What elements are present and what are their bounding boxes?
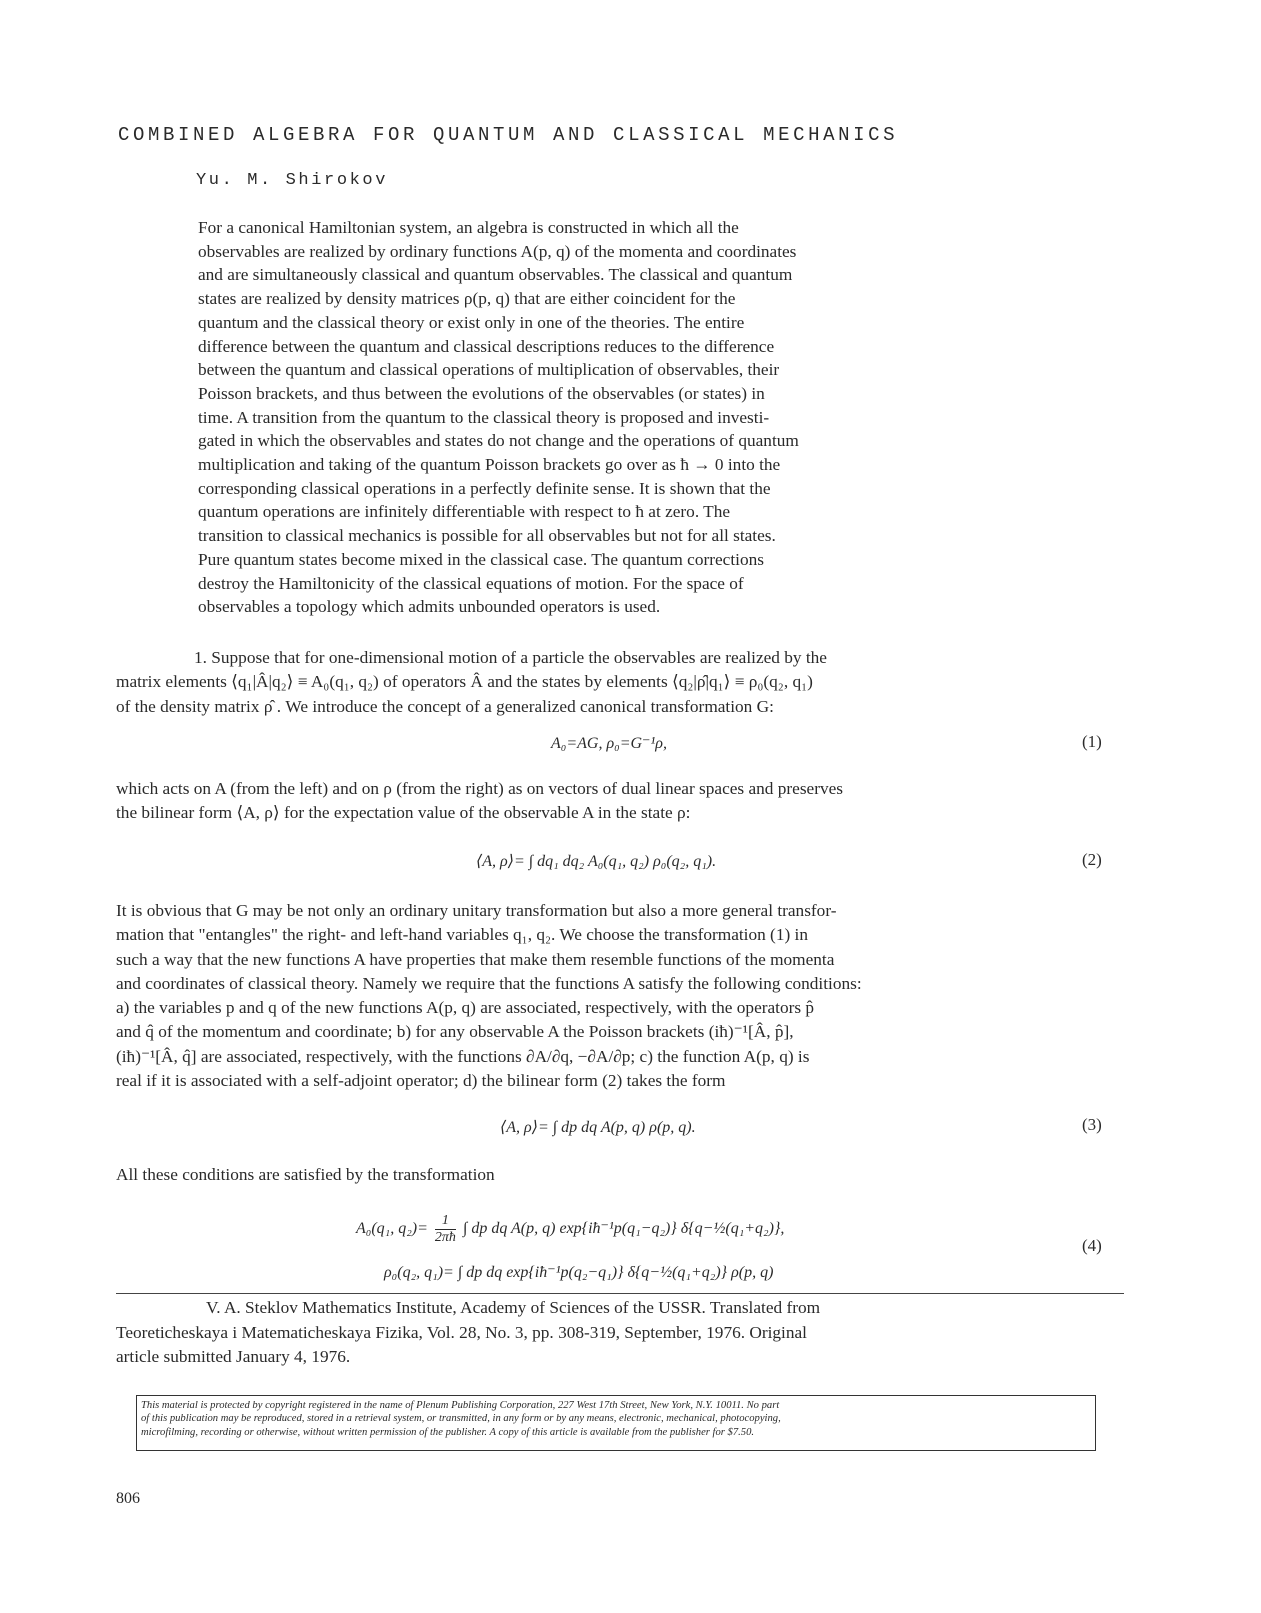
body-line: of the density matrix ρ̂ . We introduce the concept of a generalized canonical transformation G: (116, 696, 774, 716)
body-line: and coordinates of classical theory. Namely we require that the functions A satisfy the following conditions: (116, 973, 862, 993)
paragraph-1 (116, 646, 1136, 719)
body-line: It is obvious that G may be not only an ordinary unitary transformation but also a more general transfor- (116, 901, 837, 920)
abstract-line: corresponding classical operations in a perfectly definite sense. It is shown that the (198, 478, 771, 498)
abstract-line: gated in which the observables and states do not change and the operations of quantum (198, 431, 799, 451)
paragraph-4 (116, 1163, 1136, 1187)
body-line: real if it is associated with a self-adjoint operator; d) the bilinear form (2) takes the form (116, 1071, 726, 1091)
affiliation-line: V. A. Steklov Mathematics Institute, Academy of Sciences of the USSR. Translated from (206, 1298, 821, 1317)
body-line: the bilinear form ⟨A, ρ⟩ for the expectation value of the observable A in the state ρ: (116, 803, 691, 823)
equation-4-line-2: ρ₀(q₂, q₁)= ∫ dp dq exp{iħ⁻¹p(q₂−q₁)} δ{q−½(q₁+q₂)} ρ(p, q) (384, 1264, 774, 1281)
body-line: mation that "entangles" the right- and left-hand variables q₁, q₂. We choose the transformation (1) in (116, 925, 808, 945)
equation-3: ⟨A, ρ⟩= ∫ dp dq A(p, q) ρ(p, q). (500, 1119, 696, 1136)
body-line: All these conditions are satisfied by the transformation (116, 1165, 495, 1184)
abstract-line: Pure quantum states become mixed in the classical case. The quantum corrections (198, 549, 764, 569)
abstract-line: transition to classical mechanics is possible for all observables but not for all states. (198, 526, 776, 546)
equation-4-rhs: ∫ dp dq A(p, q) exp{iħ⁻¹p(q₁−q₂)} δ{q−½(q₁+q₂)}, (462, 1220, 785, 1238)
footnote-rule (116, 1293, 1124, 1294)
body-line: (iħ)⁻¹[Â, q̂] are associated, respectively, with the functions ∂A/∂q, −∂A/∂p; c) the function A(p, q) is (116, 1046, 810, 1066)
abstract-line: time. A transition from the quantum to the classical theory is proposed and investi- (198, 407, 770, 427)
equation-4-lhs: A₀(q₁, q₂)= (356, 1220, 428, 1238)
body-line: which acts on A (from the left) and on ρ (from the right) as on vectors of dual linear spaces and preserves (116, 779, 844, 798)
abstract (198, 216, 1018, 619)
abstract-line: between the quantum and classical operations of multiplication of observables, their (198, 360, 780, 380)
abstract-line: destroy the Hamiltonicity of the classical equations of motion. For the space of (198, 573, 744, 593)
body-line: such a way that the new functions A have properties that make them resemble functions of the momenta (116, 949, 835, 969)
paragraph-3 (116, 899, 1136, 1093)
equation-2-number: (2) (1082, 850, 1102, 869)
body-line: 1. Suppose that for one-dimensional motion of a particle the observables are realized by the (194, 648, 827, 667)
equation-1: A₀=AG, ρ₀=G⁻¹ρ, (551, 735, 667, 752)
affiliation-line: Teoreticheskaya i Matematicheskaya Fizika, Vol. 28, No. 3, pp. 308-319, September, 1976. Original (116, 1322, 807, 1342)
abstract-line: states are realized by density matrices ρ(p, q) that are either coincident for the (198, 289, 736, 309)
copyright-line: This material is protected by copyright registered in the name of Plenum Publishing Corporation, 227 West 17th Street, New York, N.Y. 10011. No part (141, 1400, 780, 1411)
abstract-line: multiplication and taking of the quantum Poisson brackets go over as ħ → 0 into the (198, 455, 781, 475)
abstract-line: observables a topology which admits unbounded operators is used. (198, 597, 661, 617)
equation-1-number: (1) (1082, 732, 1102, 751)
abstract-line: difference between the quantum and classical descriptions reduces to the difference (198, 336, 775, 356)
abstract-line: quantum operations are infinitely differentiable with respect to ħ at zero. The (198, 502, 731, 522)
equation-4-line-1 (356, 1213, 784, 1246)
equation-4-number: (4) (1082, 1236, 1102, 1255)
author-name: Yu. M. Shirokov (196, 171, 389, 190)
body-line: matrix elements ⟨q₁|Â|q₂⟩ ≡ A₀(q₁, q₂) of operators Â and the states by elements ⟨q₂|ρ̂|q₁⟩ ≡ ρ₀(q₂, q₁) (116, 672, 813, 692)
abstract-line: quantum and the classical theory or exist only in one of the theories. The entire (198, 312, 745, 332)
page-number: 806 (116, 1490, 140, 1507)
equation-4-fraction (435, 1213, 456, 1246)
affiliation-line: article submitted January 4, 1976. (116, 1347, 351, 1366)
abstract-line: and are simultaneously classical and quantum observables. The classical and quantum (198, 265, 793, 285)
abstract-line: For a canonical Hamiltonian system, an algebra is constructed in which all the (198, 218, 739, 237)
body-line: and q̂ of the momentum and coordinate; b) for any observable A the Poisson brackets (iħ)⁻¹[Â, p̂], (116, 1022, 794, 1042)
abstract-line: observables are realized by ordinary functions A(p, q) of the momenta and coordinates (198, 241, 797, 261)
fraction-numerator: 1 (435, 1213, 456, 1230)
copyright-line: of this publication may be reproduced, stored in a retrieval system, or transmitted, in any form or by any means, electronic, mechanical, photocopying, (141, 1413, 781, 1425)
equation-2: ⟨A, ρ⟩= ∫ dq₁ dq₂ A₀(q₁, q₂) ρ₀(q₂, q₁). (476, 853, 717, 870)
body-line: a) the variables p and q of the new functions A(p, q) are associated, respectively, with the operators p̂ (116, 998, 815, 1018)
paper-title: COMBINED ALGEBRA FOR QUANTUM AND CLASSICAL MECHANICS (118, 124, 899, 146)
copyright-notice (136, 1395, 1096, 1451)
equation-3-number: (3) (1082, 1115, 1102, 1134)
paragraph-2 (116, 777, 1136, 826)
affiliation-note (116, 1296, 1126, 1370)
copyright-line: microfilming, recording or otherwise, without written permission of the publisher. A copy of this article is available from the publisher for $7.50. (141, 1426, 755, 1438)
abstract-line: Poisson brackets, and thus between the evolutions of the observables (or states) in (198, 383, 765, 403)
fraction-denominator: 2πħ (434, 1230, 456, 1245)
